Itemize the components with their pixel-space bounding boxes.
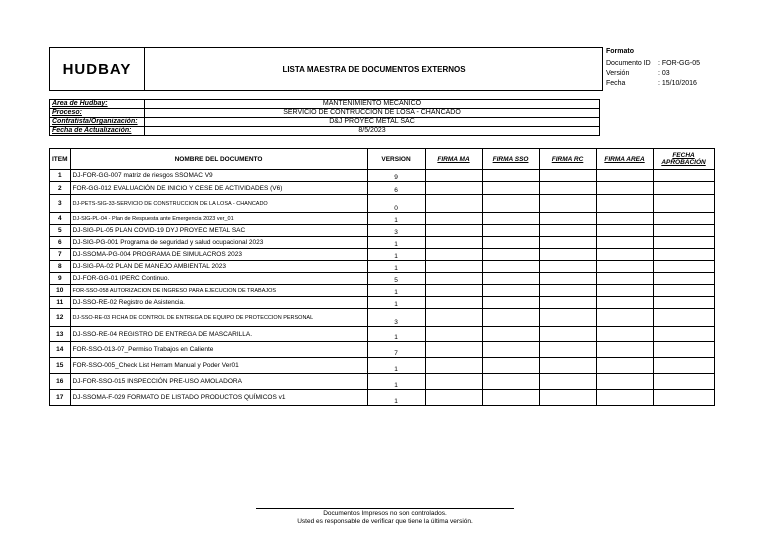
row-firma-sso[interactable] <box>482 297 539 309</box>
table-row <box>50 225 715 237</box>
doc-id-label: Documento ID <box>606 60 651 67</box>
format-box <box>604 47 716 91</box>
row-firma-area[interactable] <box>596 170 653 182</box>
row-firma-sso[interactable] <box>482 237 539 249</box>
row-item: 4 <box>50 213 71 225</box>
col-fecha-aprobacion: FECHA APROBACIÓN <box>653 149 714 170</box>
row-fecha-aprobacion[interactable] <box>653 358 714 374</box>
row-version: 1 <box>367 261 425 273</box>
row-firma-rc[interactable] <box>539 170 596 182</box>
documents-table <box>49 148 715 406</box>
row-document-name: DJ-FOR-GG-007 matriz de riesgos SSOMAC V9 <box>70 170 367 182</box>
row-firma-ma[interactable] <box>425 342 482 358</box>
row-item: 7 <box>50 249 71 261</box>
table-row <box>50 249 715 261</box>
row-item: 11 <box>50 297 71 309</box>
info-row <box>50 118 600 127</box>
table-row <box>50 213 715 225</box>
row-document-name: FOR-SSO-058 AUTORIZACION DE INGRESO PARA EJECUCION DE TRABAJOS <box>70 285 367 297</box>
row-fecha-aprobacion[interactable] <box>653 285 714 297</box>
row-firma-ma[interactable] <box>425 213 482 225</box>
table-row <box>50 261 715 273</box>
row-fecha-aprobacion[interactable] <box>653 213 714 225</box>
row-firma-rc[interactable] <box>539 261 596 273</box>
row-version: 1 <box>367 327 425 342</box>
row-document-name: DJ-SSOMA-F-029 FORMATO DE LISTADO PRODUCTOS QUÍMICOS v1 <box>70 390 367 406</box>
row-firma-area[interactable] <box>596 261 653 273</box>
col-firma-ma: FIRMA MA <box>425 149 482 170</box>
info-value: SERVICIO DE CONTRUCCION DE LOSA - CHANCADO <box>145 109 600 118</box>
table-row <box>50 285 715 297</box>
row-firma-rc[interactable] <box>539 225 596 237</box>
row-document-name: DJ-PETS-SIG-33-SERVICIO DE CONSTRUCCION DE LA LOSA - CHANCADO <box>70 195 367 213</box>
row-document-name: DJ-SSO-RE-03 FICHA DE CONTROL DE ENTREGA DE EQUIPO DE PROTECCION PERSONAL <box>70 309 367 327</box>
format-title: Formato <box>606 48 634 55</box>
row-firma-sso[interactable] <box>482 327 539 342</box>
row-firma-area[interactable] <box>596 327 653 342</box>
row-version: 1 <box>367 374 425 390</box>
row-version: 6 <box>367 182 425 195</box>
row-firma-area[interactable] <box>596 390 653 406</box>
row-firma-sso[interactable] <box>482 249 539 261</box>
row-fecha-aprobacion[interactable] <box>653 249 714 261</box>
row-firma-ma[interactable] <box>425 374 482 390</box>
date-value: : 15/10/2016 <box>658 80 697 87</box>
info-row <box>50 100 600 109</box>
row-fecha-aprobacion[interactable] <box>653 342 714 358</box>
row-firma-sso[interactable] <box>482 358 539 374</box>
row-firma-ma[interactable] <box>425 285 482 297</box>
doc-id-value: : FOR-GG-05 <box>658 60 701 67</box>
row-version: 3 <box>367 309 425 327</box>
row-firma-rc[interactable] <box>539 342 596 358</box>
row-item: 6 <box>50 237 71 249</box>
row-version: 1 <box>367 285 425 297</box>
row-firma-area[interactable] <box>596 309 653 327</box>
row-firma-ma[interactable] <box>425 195 482 213</box>
row-item: 16 <box>50 374 71 390</box>
row-firma-ma[interactable] <box>425 225 482 237</box>
row-item: 8 <box>50 261 71 273</box>
row-document-name: FOR-SSO-005_Check List Herram Manual y Poder Ver01 <box>70 358 367 374</box>
date-label: Fecha <box>606 80 626 87</box>
row-firma-ma[interactable] <box>425 261 482 273</box>
row-version: 1 <box>367 237 425 249</box>
info-value: D&J PROYEC METAL SAC <box>145 118 600 127</box>
row-fecha-aprobacion[interactable] <box>653 195 714 213</box>
row-firma-rc[interactable] <box>539 195 596 213</box>
row-firma-ma[interactable] <box>425 327 482 342</box>
table-row <box>50 195 715 213</box>
row-firma-area[interactable] <box>596 182 653 195</box>
row-firma-sso[interactable] <box>482 374 539 390</box>
row-document-name: FOR-GG-012 EVALUACIÓN DE INICIO Y CESE DE ACTIVIDADES (V6) <box>70 182 367 195</box>
row-fecha-aprobacion[interactable] <box>653 297 714 309</box>
row-firma-ma[interactable] <box>425 249 482 261</box>
row-firma-area[interactable] <box>596 225 653 237</box>
row-document-name: DJ-SSO-RE-04 REGISTRO DE ENTREGA DE MASCARILLA. <box>70 327 367 342</box>
row-document-name: DJ-SSO-RE-02 Registro de Asistencia. <box>70 297 367 309</box>
row-fecha-aprobacion[interactable] <box>653 273 714 285</box>
row-firma-area[interactable] <box>596 273 653 285</box>
row-version: 3 <box>367 225 425 237</box>
row-firma-sso[interactable] <box>482 342 539 358</box>
info-key: Area de Hudbay: <box>50 100 145 109</box>
info-key: Fecha de Actualización: <box>50 127 145 136</box>
info-value: 8/5/2023 <box>145 127 600 136</box>
row-version: 1 <box>367 390 425 406</box>
row-firma-ma[interactable] <box>425 297 482 309</box>
table-row <box>50 358 715 374</box>
table-row <box>50 273 715 285</box>
footer-note <box>256 510 514 526</box>
row-document-name: FOR-SSO-013-07_Permiso Trabajos en Caliente <box>70 342 367 358</box>
row-firma-rc[interactable] <box>539 182 596 195</box>
row-fecha-aprobacion[interactable] <box>653 237 714 249</box>
table-row <box>50 309 715 327</box>
row-version: 7 <box>367 342 425 358</box>
row-item: 15 <box>50 358 71 374</box>
row-firma-rc[interactable] <box>539 297 596 309</box>
col-firma-sso: FIRMA SSO <box>482 149 539 170</box>
row-firma-area[interactable] <box>596 297 653 309</box>
row-firma-ma[interactable] <box>425 273 482 285</box>
date-row <box>606 80 697 87</box>
row-fecha-aprobacion[interactable] <box>653 374 714 390</box>
row-firma-area[interactable] <box>596 342 653 358</box>
footer-line-2: Usted es responsable de verificar que tiene la última versión. <box>297 518 473 525</box>
row-firma-rc[interactable] <box>539 249 596 261</box>
footer-divider <box>256 508 514 509</box>
row-firma-area[interactable] <box>596 237 653 249</box>
row-item: 17 <box>50 390 71 406</box>
version-value: : 03 <box>658 70 670 77</box>
col-version: VERSION <box>367 149 425 170</box>
row-item: 2 <box>50 182 71 195</box>
row-firma-sso[interactable] <box>482 390 539 406</box>
row-firma-sso[interactable] <box>482 309 539 327</box>
row-firma-ma[interactable] <box>425 237 482 249</box>
row-firma-sso[interactable] <box>482 213 539 225</box>
row-version: 1 <box>367 297 425 309</box>
col-firma-area: FIRMA AREA <box>596 149 653 170</box>
table-header-row <box>50 149 715 170</box>
row-firma-sso[interactable] <box>482 273 539 285</box>
row-document-name: DJ-FOR-GG-01 IPERC Continuo. <box>70 273 367 285</box>
row-firma-rc[interactable] <box>539 273 596 285</box>
row-document-name: DJ-FOR-SSO-015 INSPECCIÓN PRE-USO AMOLADORA <box>70 374 367 390</box>
row-document-name: DJ-SIG-PL-05 PLAN COVID-19 DYJ PROYEC METAL SAC <box>70 225 367 237</box>
row-firma-rc[interactable] <box>539 309 596 327</box>
document-title: LISTA MAESTRA DE DOCUMENTOS EXTERNOS <box>282 64 466 74</box>
row-fecha-aprobacion[interactable] <box>653 182 714 195</box>
row-fecha-aprobacion[interactable] <box>653 261 714 273</box>
version-row <box>606 70 670 77</box>
info-row <box>50 127 600 136</box>
row-firma-ma[interactable] <box>425 358 482 374</box>
row-firma-sso[interactable] <box>482 195 539 213</box>
table-row <box>50 237 715 249</box>
row-document-name: DJ-SSOMA-PG-004 PROGRAMA DE SIMULACROS 2023 <box>70 249 367 261</box>
row-firma-area[interactable] <box>596 249 653 261</box>
table-row <box>50 327 715 342</box>
row-fecha-aprobacion[interactable] <box>653 309 714 327</box>
info-row <box>50 109 600 118</box>
row-firma-area[interactable] <box>596 374 653 390</box>
row-firma-rc[interactable] <box>539 358 596 374</box>
row-firma-sso[interactable] <box>482 170 539 182</box>
row-document-name: DJ-SIG-PL-04 - Plan de Respuesta ante Emergencia 2023 ver_01 <box>70 213 367 225</box>
row-fecha-aprobacion[interactable] <box>653 390 714 406</box>
row-version: 0 <box>367 195 425 213</box>
table-row <box>50 390 715 406</box>
row-item: 13 <box>50 327 71 342</box>
row-firma-area[interactable] <box>596 358 653 374</box>
row-item: 14 <box>50 342 71 358</box>
col-firma-rc: FIRMA RC <box>539 149 596 170</box>
row-firma-sso[interactable] <box>482 225 539 237</box>
row-version: 1 <box>367 249 425 261</box>
company-logo: HUDBAY <box>50 48 145 90</box>
table-row <box>50 170 715 182</box>
row-firma-sso[interactable] <box>482 261 539 273</box>
row-fecha-aprobacion[interactable] <box>653 327 714 342</box>
row-item: 9 <box>50 273 71 285</box>
footer-line-1: Documentos Impresos no son controlados. <box>323 510 447 517</box>
col-item: ITEM <box>50 149 71 170</box>
row-version: 1 <box>367 358 425 374</box>
row-item: 1 <box>50 170 71 182</box>
row-item: 3 <box>50 195 71 213</box>
row-firma-ma[interactable] <box>425 170 482 182</box>
row-version: 1 <box>367 213 425 225</box>
row-item: 10 <box>50 285 71 297</box>
row-firma-sso[interactable] <box>482 285 539 297</box>
row-firma-area[interactable] <box>596 195 653 213</box>
row-firma-rc[interactable] <box>539 213 596 225</box>
row-item: 5 <box>50 225 71 237</box>
row-firma-sso[interactable] <box>482 182 539 195</box>
row-version: 5 <box>367 273 425 285</box>
row-firma-area[interactable] <box>596 213 653 225</box>
row-firma-area[interactable] <box>596 285 653 297</box>
row-firma-rc[interactable] <box>539 237 596 249</box>
row-firma-rc[interactable] <box>539 327 596 342</box>
row-fecha-aprobacion[interactable] <box>653 170 714 182</box>
info-key: Contratista/Organización: <box>50 118 145 127</box>
row-firma-ma[interactable] <box>425 182 482 195</box>
row-firma-ma[interactable] <box>425 390 482 406</box>
table-row <box>50 374 715 390</box>
info-key: Proceso: <box>50 109 145 118</box>
row-fecha-aprobacion[interactable] <box>653 225 714 237</box>
row-firma-rc[interactable] <box>539 285 596 297</box>
row-document-name: DJ-SIG-PA-02 PLAN DE MANEJO AMBIENTAL 2023 <box>70 261 367 273</box>
info-value: MANTENIMIENTO MECANICO <box>145 100 600 109</box>
table-row <box>50 297 715 309</box>
info-table <box>49 99 600 136</box>
row-firma-rc[interactable] <box>539 390 596 406</box>
row-firma-rc[interactable] <box>539 374 596 390</box>
table-row <box>50 342 715 358</box>
version-label: Versión <box>606 70 630 77</box>
row-item: 12 <box>50 309 71 327</box>
table-row <box>50 182 715 195</box>
col-name: NOMBRE DEL DOCUMENTO <box>70 149 367 170</box>
row-document-name: DJ-SIG-PG-001 Programa de seguridad y salud ocupacional 2023 <box>70 237 367 249</box>
doc-id-row <box>606 60 701 67</box>
row-firma-ma[interactable] <box>425 309 482 327</box>
row-version: 9 <box>367 170 425 182</box>
